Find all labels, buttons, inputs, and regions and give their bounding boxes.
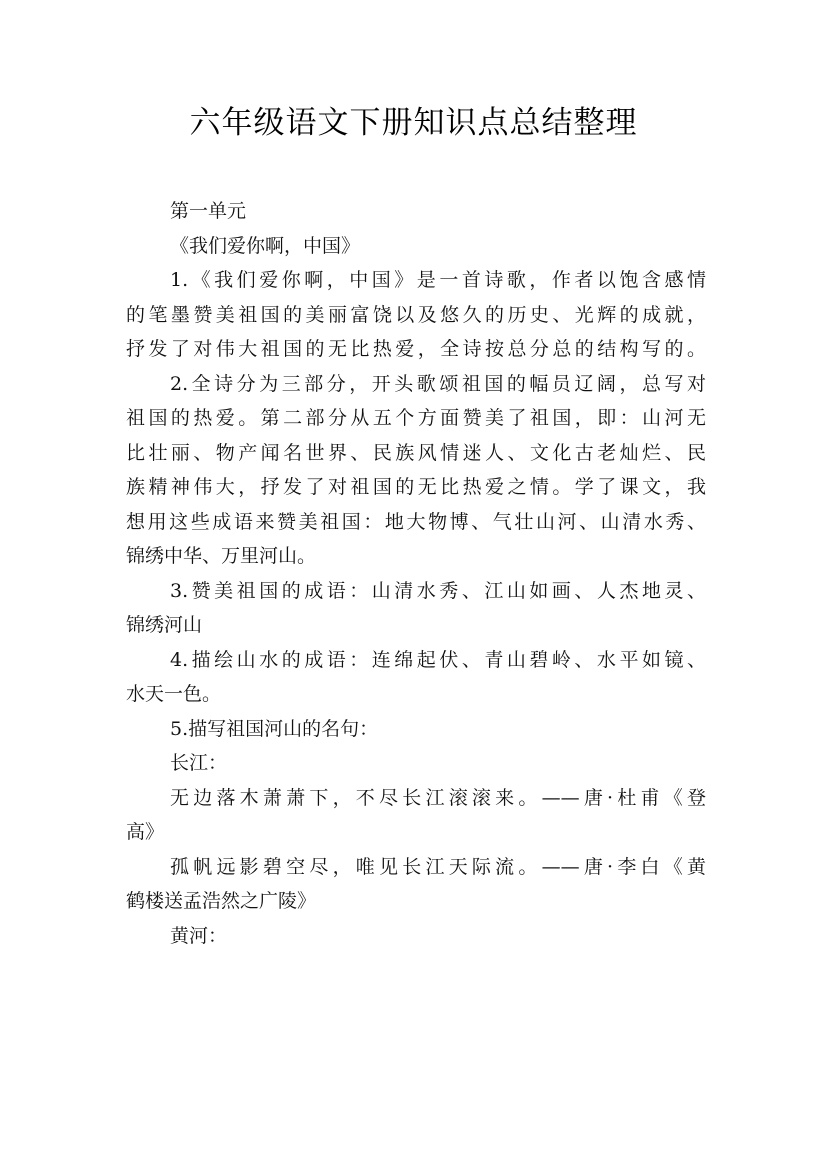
paragraph-line: 锦绣河山	[126, 614, 203, 636]
section-heading: 第一单元	[170, 200, 247, 222]
poem-quote-line: 无边落木萧萧下，不尽长江滚滚来。——唐·杜甫《登	[170, 786, 706, 809]
paragraph-line: 3.赞美祖国的成语：山清水秀、江山如画、人杰地灵、	[170, 579, 706, 602]
subheading-huanghe: 黄河：	[170, 924, 228, 947]
lesson-title: 《我们爱你啊，中国》	[170, 234, 361, 257]
subheading-changjiang: 长江：	[170, 752, 228, 774]
poem-quote-line: 鹤楼送孟浩然之广陵》	[126, 890, 317, 912]
poem-quote-line: 孤帆远影碧空尽，唯见长江天际流。——唐·李白《黄	[170, 855, 706, 878]
paragraph-line: 比壮丽、物产闻名世界、民族风情迷人、文化古老灿烂、民	[126, 441, 706, 464]
paragraph-line: 水天一色。	[126, 683, 222, 705]
paragraph-line: 祖国的热爱。第二部分从五个方面赞美了祖国，即：山河无	[126, 407, 706, 429]
document-title: 六年级语文下册知识点总结整理	[189, 105, 638, 141]
paragraph-line: 4.描绘山水的成语：连绵起伏、青山碧岭、水平如镜、	[170, 648, 706, 671]
poem-quote-line: 高》	[126, 821, 165, 843]
document-body	[126, 194, 706, 953]
paragraph-line: 5.描写祖国河山的名句：	[170, 717, 379, 740]
paragraph-line: 想用这些成语来赞美祖国：地大物博、气壮山河、山清水秀、	[126, 510, 706, 533]
paragraph-line: 锦绣中华、万里河山。	[126, 545, 317, 567]
paragraph-line: 抒发了对伟大祖国的无比热爱，全诗按总分总的结构写的。	[126, 338, 706, 360]
paragraph-line: 的笔墨赞美祖国的美丽富饶以及悠久的历史、光辉的成就，	[126, 303, 706, 326]
paragraph-line: 族精神伟大，抒发了对祖国的无比热爱之情。学了课文，我	[126, 476, 706, 498]
paragraph-line: 1.《我们爱你啊，中国》是一首诗歌，作者以饱含感情	[170, 269, 706, 291]
paragraph-line: 2.全诗分为三部分，开头歌颂祖国的幅员辽阔，总写对	[170, 372, 706, 395]
